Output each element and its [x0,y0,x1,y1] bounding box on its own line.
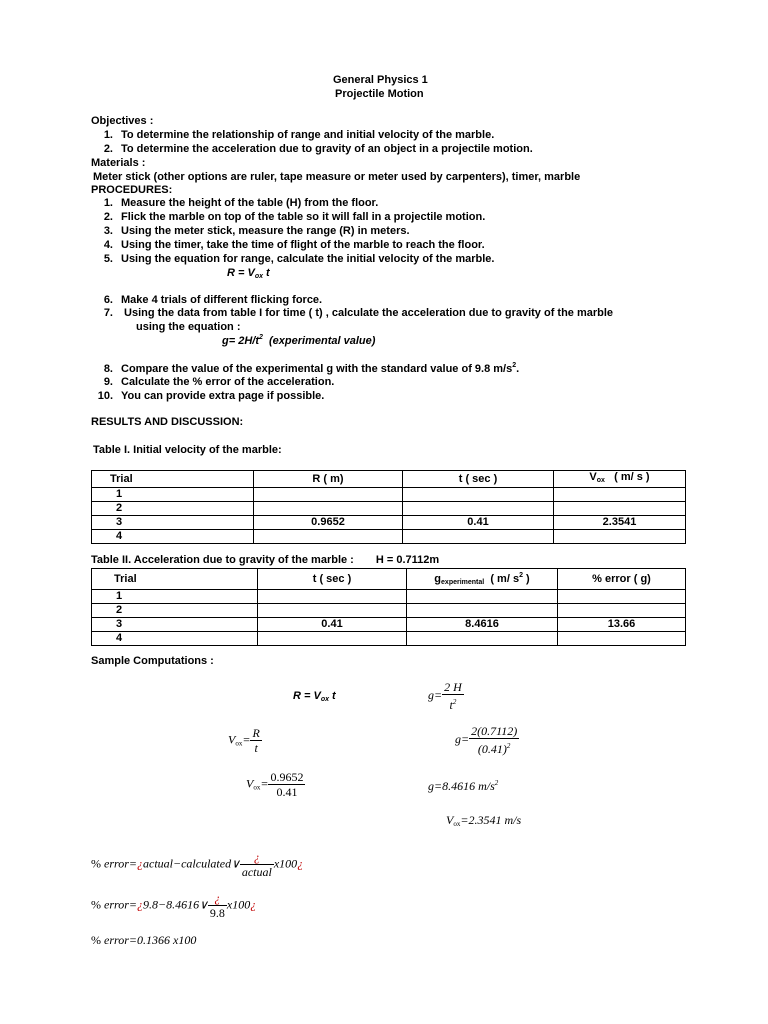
table-row [92,488,686,502]
list-number: 2. [103,143,113,155]
table-cell [558,632,686,646]
table-row [92,604,686,618]
table2-caption: Table II. Acceleration due to gravity of the marble : H = 0.7112m [91,554,440,566]
table-row [92,502,686,516]
table-header-cell: Trial [92,569,258,590]
range-equation: $R = V_{ox}$ t [227,267,270,280]
list-text: Make 4 trials of different flicking force. [121,294,323,306]
table-cell [407,590,558,604]
table-cell [558,590,686,604]
table-cell: 8.4616 [407,618,558,632]
list-number: 8. [103,363,113,375]
list-text: Measure the height of the table (H) from the floor. [121,197,379,209]
gravity-result: g=8.4616 $m/s^2$ [428,779,499,793]
objectives-heading: Objectives : [91,115,154,127]
list-number: 2. [103,211,113,223]
table-cell [554,530,686,544]
table-cell: 0.41 [403,516,554,530]
gravity-formula: g= $\frac{2 H}{t^2}$ [428,680,462,712]
table-cell: 3 [92,516,254,530]
list-number: 10. [97,390,113,402]
results-heading: RESULTS AND DISCUSSION: [91,416,244,428]
table-header-cell: % error ( g) [558,569,686,590]
list-number: 5. [103,253,113,265]
document-title: General Physics 1 [333,74,428,86]
list-text: Using the equation for range, calculate the initial velocity of the marble. [121,253,495,265]
table-cell: 2.3541 [554,516,686,530]
list-text: Using the timer, take the time of flight of the marble to reach the floor. [121,239,485,251]
list-text: Flick the marble on top of the table so it will fall in a projectile motion. [121,211,486,223]
computations-heading: Sample Computations : [91,655,214,667]
table-cell: 1 [92,488,254,502]
procedure-item [85,197,378,209]
table-cell: 13.66 [558,618,686,632]
procedure-item [85,294,322,306]
table-cell: 4 [92,530,254,544]
list-number: 4. [103,239,113,251]
list-text: To determine the acceleration due to gravity of an object in a projectile motion. [121,143,533,155]
table-row [92,632,686,646]
percent-error-result: % error=0.1366 x100 [91,933,197,947]
table-cell [403,488,554,502]
table-cell [254,488,403,502]
table-row [92,530,686,544]
table-cell: 0.9652 [254,516,403,530]
table-cell [254,530,403,544]
table1 [91,470,686,544]
table-cell: 2 [92,604,258,618]
velocity-result: $V_{ox}=2.3541$ m/s [446,813,522,828]
table-cell [258,632,407,646]
gravity-equation: $g= 2H/t^2$ (experimental value) [222,334,376,347]
table-header-cell: R ( m) [254,471,403,488]
table-header-row [92,471,686,488]
objective-item [85,143,533,155]
list-text: Using the meter stick, measure the range (R) in meters. [121,225,410,237]
materials-heading: Materials : [91,157,146,169]
procedure-item [85,239,485,251]
procedure-item-continuation: using the equation : [136,321,241,333]
table-row [92,618,686,632]
table-cell: 4 [92,632,258,646]
velocity-formula: $V_{ox}=$ $\frac{R}{t}$ [228,726,260,755]
procedures-heading: PROCEDURES: [91,184,173,196]
list-text: Using the data from table I for time ( t) , calculate the acceleration due to gravity of the marble [121,307,614,319]
procedure-item [85,390,324,402]
list-number: 9. [103,376,113,388]
list-number: 1. [103,197,113,209]
objective-item [85,129,494,141]
velocity-substitution: $V_{ox}=$ $\frac{0.9652}{0.41}$ [246,770,304,799]
list-number: 6. [103,294,113,306]
list-number: 3. [103,225,113,237]
table2 [91,568,686,646]
procedure-item [85,225,410,237]
table-cell [403,530,554,544]
percent-error-substitution: % error=¿9.8−8.4616∨ $\frac{¿}{9.8}$ x100¿ [91,891,257,920]
table-cell: 2 [92,502,254,516]
table-cell [554,502,686,516]
table2-h-value: H = 0.7112m [375,554,440,566]
range-equation-sample: $R = V_{ox}$ t [293,690,336,703]
materials-text: Meter stick (other options are ruler, tape measure or meter used by carpenters), timer, marble [93,171,581,183]
percent-error-formula: % error=¿actual−calculated∨ $\frac{¿}{\text{actual}}$ x100¿ [91,850,304,879]
table-row [92,516,686,530]
table-header-cell: Trial [92,471,254,488]
list-text: Calculate the % error of the acceleration. [121,376,335,388]
table-cell [407,632,558,646]
table-cell [554,488,686,502]
list-text: You can provide extra page if possible. [121,390,325,402]
procedure-item: 8. Compare the value of the experimental g with the standard value of 9.8 $m/s^2$. [85,362,519,375]
table-cell: 1 [92,590,258,604]
table-header-cell: t ( sec ) [258,569,407,590]
table-header-row [92,569,686,590]
list-text: To determine the relationship of range and initial velocity of the marble. [121,129,495,141]
table-cell: 3 [92,618,258,632]
list-text: Compare the value of the experimental g with the standard value of 9.8 m/s [121,363,513,375]
document-subtitle: Projectile Motion [335,88,424,100]
table-cell [258,604,407,618]
table-cell [558,604,686,618]
table-cell: 0.41 [258,618,407,632]
table-header-cell: $V_{ox}$ ( m/ s ) [554,471,686,488]
procedure-item [85,376,334,388]
table-header-cell: t ( sec ) [403,471,554,488]
list-number: 7. [103,307,113,319]
procedure-item [85,211,485,223]
table1-caption: Table I. Initial velocity of the marble: [93,444,282,456]
list-number: 1. [103,129,113,141]
table-cell [258,590,407,604]
table-cell [407,604,558,618]
table-header-cell: $g_{experimental}$ ( m/ $s^2$ ) [407,569,558,590]
table-cell [403,502,554,516]
procedure-item [85,253,494,265]
table-cell [254,502,403,516]
procedure-item [85,307,613,319]
table-row [92,590,686,604]
gravity-substitution: g= $\frac{2(0.7112)}{(0.41)^2}$ [455,724,518,756]
